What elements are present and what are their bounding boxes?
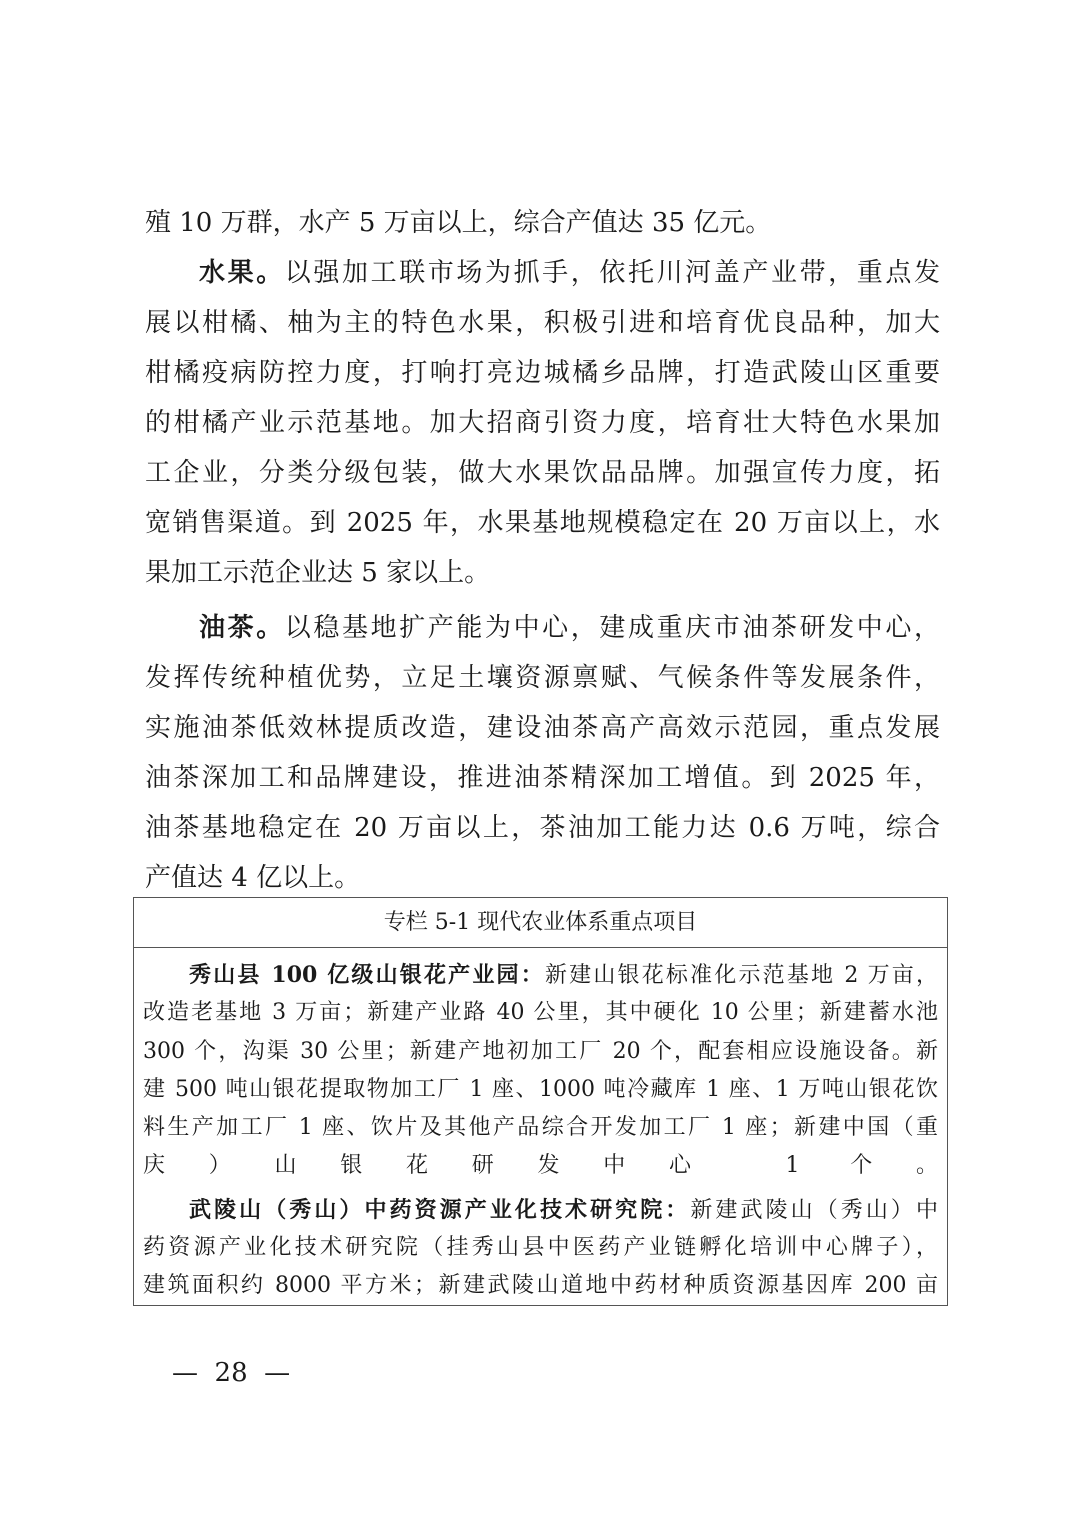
page-number: — 28 — [172,1358,291,1388]
text-line [145,853,940,903]
oil-tea-paragraph [145,603,940,903]
text-line [143,1109,938,1147]
line-text: 工企业，分类分级包装，做大水果饮品品牌。加强宣传力度，拓 [145,458,940,488]
line-text: 油茶基地稳定在 20 万亩以上，茶油加工能力达 0.6 万吨，综合 [145,813,940,843]
text-line [143,1033,938,1071]
text-line [145,653,940,703]
line-text: 建 500 吨山银花提取物加工厂 1 座、1000 吨冷藏库 1 座、1 万吨山银花饮 [143,1076,938,1102]
text-line [145,198,940,248]
line-text: 以强加工联市场为抓手，依托川河盖产业带，重点发 [284,258,940,288]
fruit-paragraph [145,248,940,598]
paragraph-heading: 油茶。 [199,613,285,643]
line-text: 以稳基地扩产能为中心，建成重庆市油茶研发中心， [284,613,940,643]
text-line [145,248,940,298]
line-text: 展以柑橘、柚为主的特色水果，积极引进和培育优良品种，加大 [145,308,940,338]
intro-paragraph [145,198,940,248]
text-line [145,753,940,803]
line-text: 产值达 4 亿以上。 [145,863,361,893]
line-text: 柑橘疫病防控力度，打响打亮边城橘乡品牌，打造武陵山区重要 [145,358,940,388]
line-text: 庆）山银花研发中心 1 个。 [143,1153,938,1179]
text-line [145,703,940,753]
paragraph-heading: 秀山县 100 亿级山银花产业园： [189,962,545,988]
line-text: 300 个，沟渠 30 公里；新建产地初加工厂 20 个，配套相应设施设备。新 [143,1038,938,1064]
line-text: 殖 10 万群，水产 5 万亩以上，综合产值达 35 亿元。 [145,208,772,238]
project-box [133,897,948,1306]
line-text: 新建山银花标准化示范基地 2 万亩， [544,963,938,988]
text-line [145,548,940,598]
line-text: 的柑橘产业示范基地。加大招商引资力度，培育壮大特色水果加 [145,408,940,438]
text-line [143,1191,938,1229]
line-text: 新建武陵山（秀山）中 [690,1197,938,1223]
line-text: 建筑面积约 8000 平方米；新建武陵山道地中药材种质资源基因库 200 亩 [143,1273,938,1299]
text-line [145,348,940,398]
line-text: 实施油茶低效林提质改造，建设油茶高产高效示范园，重点发展 [145,713,940,743]
text-line [145,603,940,653]
box-item [143,956,938,1186]
box-item [143,1191,938,1306]
paragraph-heading: 武陵山（秀山）中药资源产业化技术研究院： [189,1196,691,1223]
text-line [143,1071,938,1109]
line-text: 改造老基地 3 万亩；新建产业路 40 公里，其中硬化 10 公里；新建蓄水池 [143,1000,938,1026]
box-body [143,956,938,1306]
text-line [143,994,938,1032]
box-title: 专栏 5-1 现代农业体系重点项目 [134,898,947,948]
line-text: 油茶深加工和品牌建设，推进油茶精深加工增值。到 2025 年， [145,763,940,793]
text-line [145,298,940,348]
line-text: 果加工示范企业达 5 家以上。 [145,558,491,588]
paragraph-heading: 水果。 [199,258,285,288]
text-line [145,803,940,853]
text-line [143,1229,938,1267]
text-line [143,956,938,994]
line-text: 药资源产业化技术研究院（挂秀山县中医药产业链孵化培训中心牌子）， [143,1235,938,1261]
text-line [145,448,940,498]
line-text: 发挥传统种植优势，立足土壤资源禀赋、气候条件等发展条件， [145,663,940,693]
text-line [145,498,940,548]
text-line [145,398,940,448]
line-text: 宽销售渠道。到 2025 年，水果基地规模稳定在 20 万亩以上，水 [145,508,940,538]
line-text: 料生产加工厂 1 座、饮片及其他产品综合开发加工厂 1 座；新建中国（重 [143,1115,938,1141]
text-line [143,1147,938,1185]
text-line [143,1267,938,1305]
